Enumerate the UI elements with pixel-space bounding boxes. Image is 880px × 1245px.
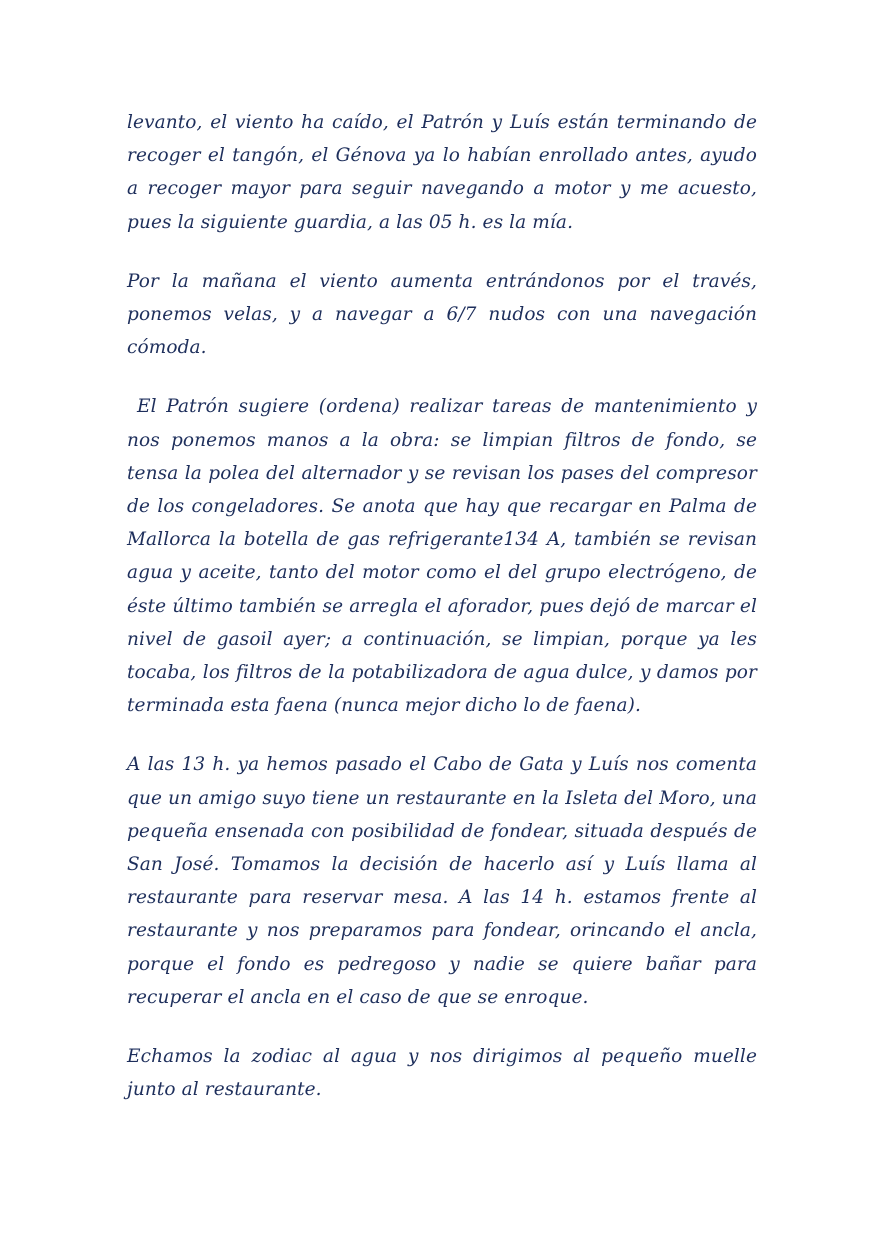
paragraph-2: Por la mañana el viento aumenta entrándonos por el través, ponemos velas, y a navegar a 6/7 nudos con una navegación cómoda. [127,270,757,359]
document-page [127,106,757,1106]
paragraph-1: levanto, el viento ha caído, el Patrón y Luís están terminando de recoger el tangón, el Génova ya lo habían enrollado antes, ayudo a recoger mayor para seguir navegando a motor y me acuesto, pues la siguiente guardia, a las 05 h. es la mía. [127,112,757,233]
paragraph-5: Echamos la zodiac al agua y nos dirigimos al pequeño muelle junto al restaurante. [127,1046,757,1101]
paragraph-3: El Patrón sugiere (ordena) realizar tareas de mantenimiento y nos ponemos manos a la obra: se limpian filtros de fondo, se tensa la polea del alternador y se revisan los pases del compresor de los congeladores. Se anota que hay que recargar en Palma de Mallorca la botella de gas refrigerante134 A, también se revisan agua y aceite, tanto del motor como el del grupo electrógeno, de éste último también se arregla el aforador, pues dejó de marcar el nivel de gasoil ayer; a continuación, se limpian, porque ya les tocaba, los filtros de la potabilizadora de agua dulce, y damos por terminada esta faena (nunca mejor dicho lo de faena). [127,396,757,717]
paragraph-4: A las 13 h. ya hemos pasado el Cabo de Gata y Luís nos comenta que un amigo suyo tiene un restaurante en la Isleta del Moro, una pequeña ensenada con posibilidad de fondear, situada después de San José. Tomamos la decisión de hacerlo así y Luís llama al restaurante para reservar mesa. A las 14 h. estamos frente al restaurante y nos preparamos para fondear, orincando el ancla, porque el fondo es pedregoso y nadie se quiere bañar para recuperar el ancla en el caso de que se enroque. [127,754,757,1008]
